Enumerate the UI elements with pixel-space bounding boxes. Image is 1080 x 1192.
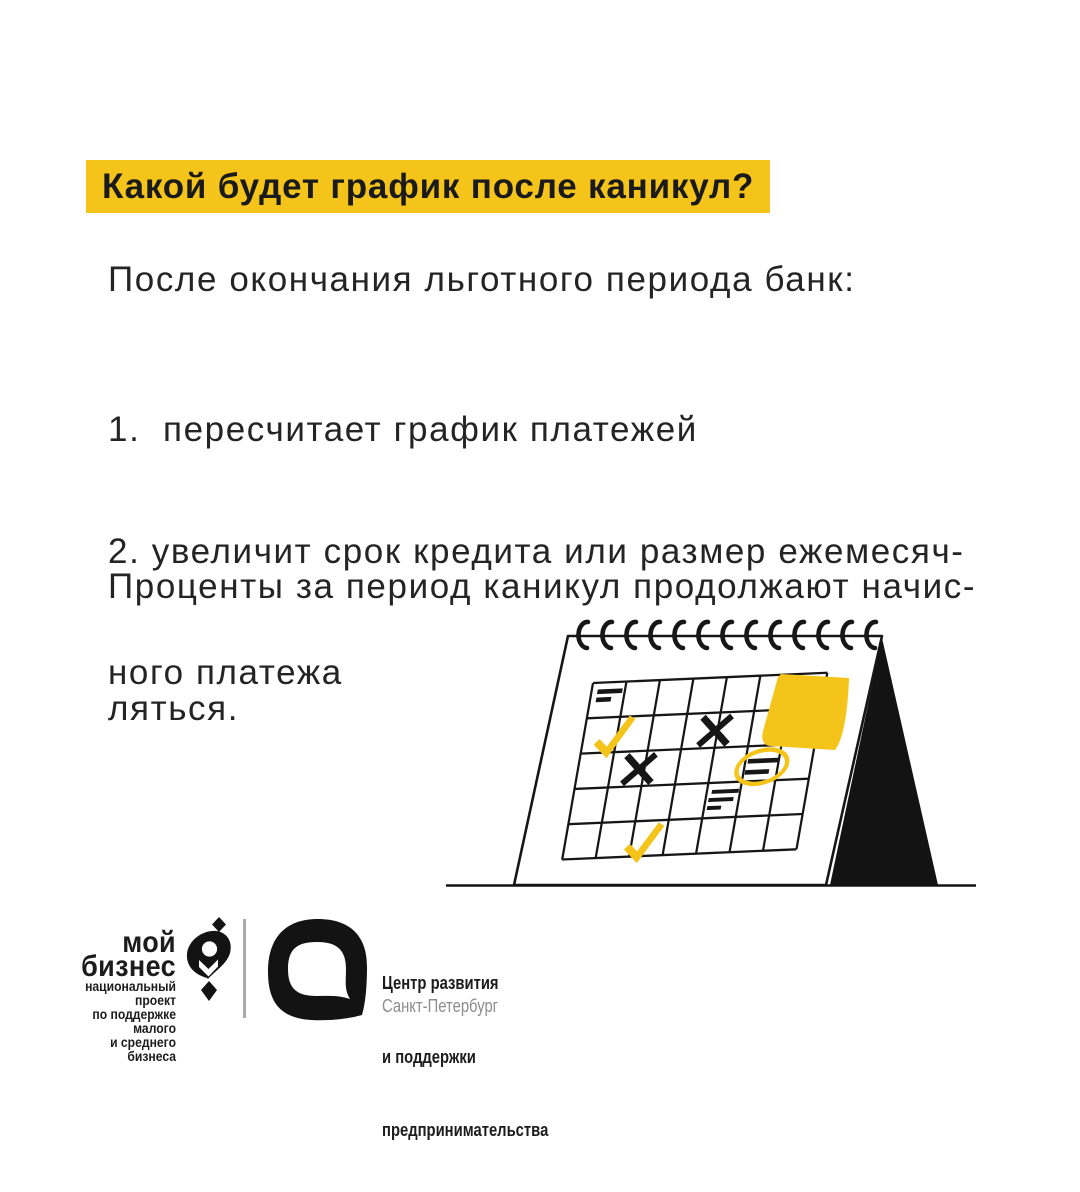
moy-biznes-subtitle: национальный проект по поддержке малого и среднего бизнеса [85,979,176,1064]
center-city: Санкт-Петербург [382,995,499,1016]
note-line: ляться. [108,688,240,728]
desk-calendar-illustration [440,600,980,900]
logo-divider [243,919,246,1018]
speech-bubble-logo-icon [266,917,369,1021]
moy-biznes-logo-text [70,926,176,983]
list-item-line: 1. пересчитает график платежей [108,410,698,449]
rocket-icon [184,916,234,1002]
page-title: Какой будет график после каникул? [102,166,755,206]
moy-biznes-word: мой [122,926,176,959]
note-line: Проценты за период каникул продолжают начис- [108,567,977,606]
intro-text: После окончания льготного периода банк: [108,260,856,299]
list-item-line: 2. увеличит срок кредита или размер ежемесяч- [108,531,965,571]
list-item-line: ного платежа [108,653,343,692]
title-highlight-band [86,160,770,213]
center-name: Центр развития и поддержки предпринимательства [382,972,549,1140]
moy-biznes-word: бизнес [81,949,176,983]
